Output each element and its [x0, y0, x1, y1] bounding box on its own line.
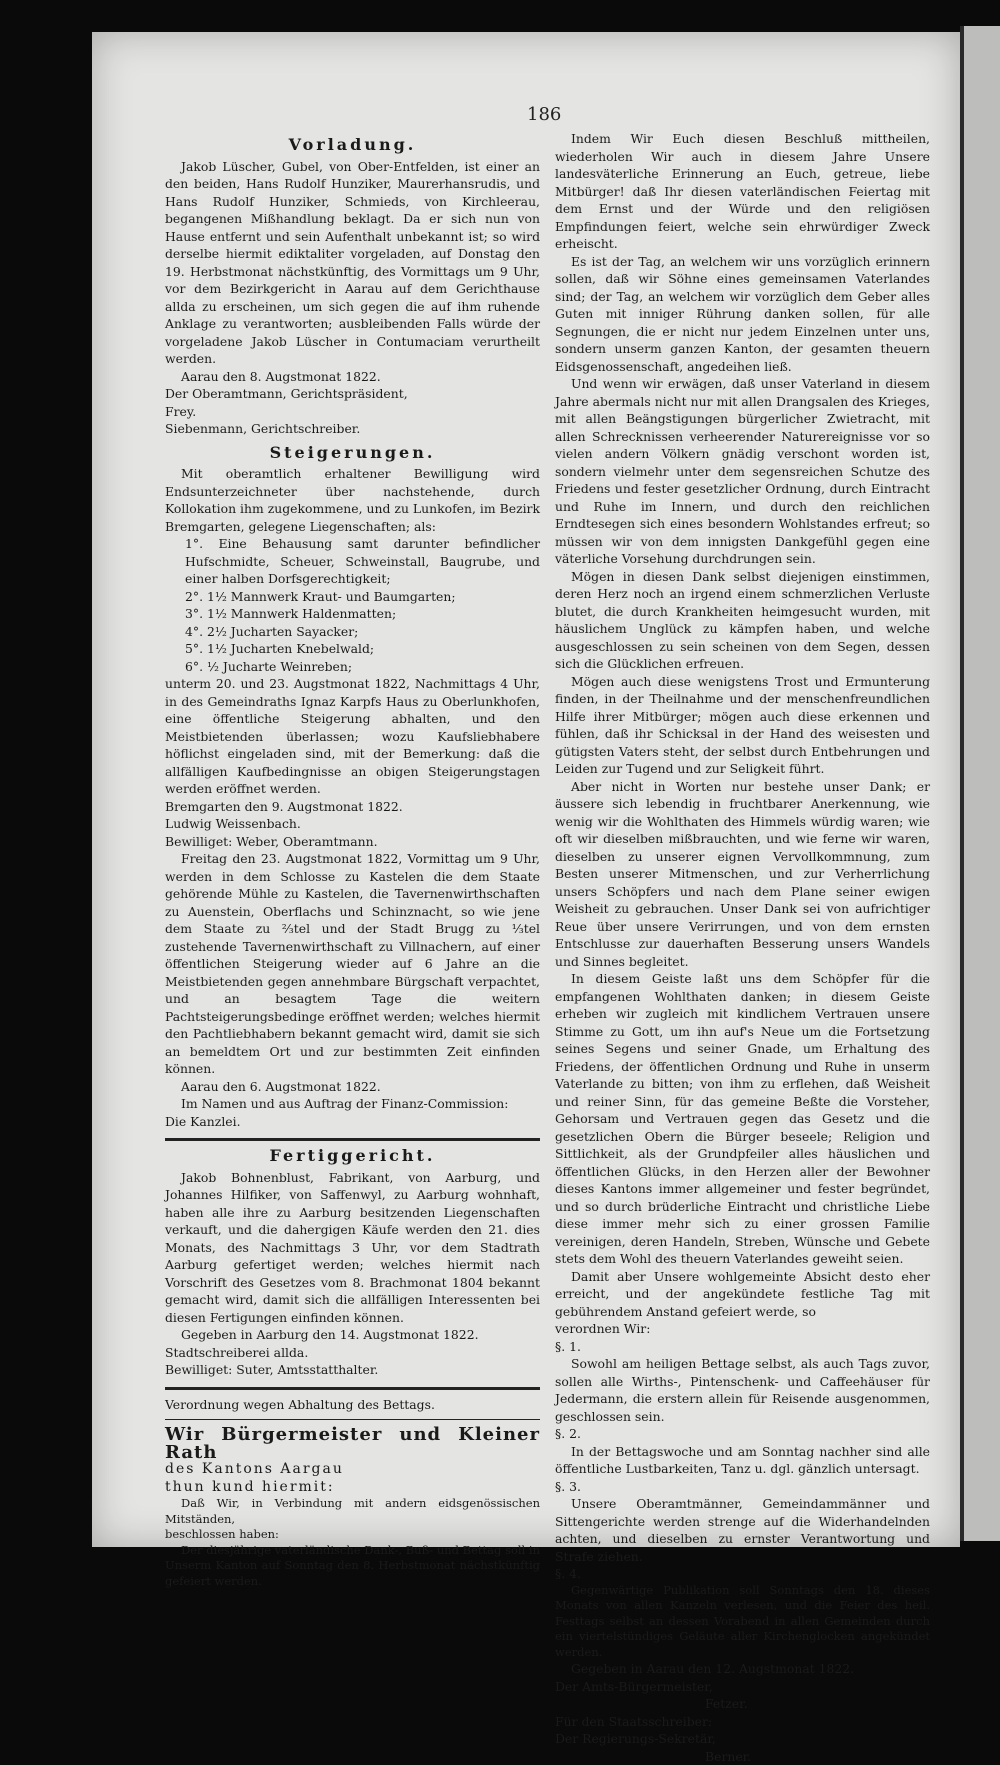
right-p3: Und wenn wir erwägen, daß unser Vaterland in diesem Jahre abermals nicht nur mit allen Drangsalen des Krieges, mit allen Beängstigungen bürgerlicher Zwietracht, mit allen Schrecknissen verheerender Naturereignisse vor so vielen andern Völkern gnädig verschont worden ist, sondern vielmehr unter dem segensreichen Schutze des Friedens und fester gesetzlicher Ordnung, durch Eintracht und Ruhe im Innern, und durch den reichlichen Erndtesegen sich eines besondern Wohlstandes erfreut; so müssen wir von dem innigsten Dankgefühl gegen eine väterliche Vorsehung durchdrungen sein. [555, 375, 930, 568]
verordnung-beschlossen: beschlossen haben: [165, 1527, 540, 1543]
title-rule [165, 1419, 540, 1420]
right-sig2: Fetzer. [555, 1695, 930, 1713]
section-1-text: Sowohl am heiligen Bettage selbst, als auch Tags zuvor, sollen alle Wirths-, Pintenschenk- und Caffeehäuser für Jedermann, die erstern allein für Reisende ausgenommen, geschlossen sein. [555, 1355, 930, 1425]
steigerungen-intro: Mit oberamtlich erhaltener Bewilligung wird Endsunterzeichneter über nachstehende, durch Kollokation ihm zugekommene, und zu Lunkofen, im Bezirk Bremgarten, gelegene Liegenschaften; als: [165, 465, 540, 535]
left-column [165, 130, 540, 1589]
right-date: Gegeben in Aarau den 12. Augstmonat 1822. [555, 1660, 930, 1678]
verordnen-heading: verordnen Wir: [555, 1320, 930, 1338]
steigerungen-date: Bremgarten den 9. Augstmonat 1822. [165, 798, 540, 816]
right-sig3: Für den Staatsschreiber: [555, 1713, 930, 1731]
right-p8: Damit aber Unsere wohlgemeinte Absicht desto eher erreicht, und der angekündete festliche Tag mit gebührendem Anstand gefeiert werde, so [555, 1268, 930, 1321]
vorladung-sig1: Der Oberamtmann, Gerichtspräsident, [165, 385, 540, 403]
verordnung-p2: Der diesjährige vaterländische Dank-, Buß- und Bettag soll in Unserm Kanton auf Sonntag den 8. Herbstmonat nächstkünftig gefeiert werden. [165, 1543, 540, 1590]
section-4-text: Gegenwärtige Publikation soll Sonntags den 18. dieses Monats von allen Kanzeln verlesen, und die Feier des heil. Festtags selbst an dessen Vorabend in allen Gemeinden durch ein viertelstündiges Geläute aller Kirchenglocken angekündet werden. [555, 1583, 930, 1661]
steigerungen-body2: Freitag den 23. Augstmonat 1822, Vormittag um 9 Uhr, werden in dem Schlosse zu Kastelen die dem Staate gehörende Mühle zu Kastelen, die Tavernenwirthschaften zu Auenstein, Oberflachs und Schinznacht, so wie jene dem Staate zu ⅔tel und der Stadt Brugg zu ⅓tel zustehende Tavernenwirthschaft zu Villnachern, auf einer öffentlichen Steigerung wieder auf 6 Jahre an die Meistbietenden gegen annehmbare Bürgschaft verpachtet, und an besagtem Tage die weitern Pachtsteigerungsbedinge eröffnet werden; welches hiermit den Pachtliebhabern bekannt gemacht wird, damit sie sich an bemeldtem Ort und zur bestimmten Zeit einfinden können. [165, 850, 540, 1078]
section-1-label: §. 1. [555, 1338, 930, 1356]
right-p5: Mögen auch diese wenigstens Trost und Ermunterung finden, in der Theilnahme und der menschenfreundlichen Hilfe ihrer Mitbürger; mögen auch diese erkennen und fühlen, daß ihr Schicksal in der Hand des weisesten und gütigsten Vaters steht, der selbst durch Entbehrungen und Leiden zur Tugend und zur Seligkeit führt. [555, 673, 930, 778]
steigerungen-date2: Aarau den 6. Augstmonat 1822. [165, 1078, 540, 1096]
fertiggericht-date: Gegeben in Aarburg den 14. Augstmonat 1822. [165, 1326, 540, 1344]
steigerungen-sig2: Im Namen und aus Auftrag der Finanz-Commission: [165, 1095, 540, 1113]
steigerungen-body: unterm 20. und 23. Augstmonat 1822, Nachmittags 4 Uhr, in des Gemeindraths Ignaz Karpfs Haus zu Oberlunkhofen, eine öffentliche Steigerung abhalten, und den Meistbietenden überlassen; wozu Kaufsliebhabere höflichst eingeladen sind, mit der Bemerkung: daß die allfälligen Kaufbedingnisse an obigen Steigerungstagen werden eröffnet werden. [165, 675, 540, 798]
verordnung-title: Verordnung wegen Abhaltung des Bettags. [165, 1396, 540, 1414]
right-p1: Indem Wir Euch diesen Beschluß mittheilen, wiederholen Wir auch in diesem Jahre Unsere landesväterliche Erinnerung an Euch, getreue, liebe Mitbürger! daß Ihr diesen vaterländischen Feiertag mit dem Ernst und der Würde und den religiösen Empfindungen feiert, welche sein ehrwürdiger Zweck erheischt. [555, 130, 930, 253]
section-3-text: Unsere Oberamtmänner, Gemeindammänner und Sittengerichte werden strenge auf die Widerhandelnden achten, und dieselben zu ernster Verantwortung und Strafe ziehen. [555, 1495, 930, 1565]
section-3-label: §. 3. [555, 1478, 930, 1496]
steigerungen-sig3: Die Kanzlei. [165, 1113, 540, 1131]
fertiggericht-bewilligt: Bewilliget: Suter, Amtsstatthalter. [165, 1361, 540, 1379]
list-item: 2°. 1½ Mannwerk Kraut- und Baumgarten; [165, 588, 540, 606]
vorladung-date: Aarau den 8. Augstmonat 1822. [165, 368, 540, 386]
section-rule [165, 1387, 540, 1390]
right-sig1: Der Amts-Bürgermeister, [555, 1678, 930, 1696]
right-column [555, 130, 930, 1765]
right-sig5: Berner. [555, 1748, 930, 1765]
section-2-text: In der Bettagswoche und am Sonntag nachher sind alle öffentliche Lustbarkeiten, Tanz u. dgl. gänzlich untersagt. [555, 1443, 930, 1478]
page-number: 186 [527, 104, 561, 125]
section-2-label: §. 2. [555, 1425, 930, 1443]
section-rule [165, 1138, 540, 1141]
right-p4: Mögen in diesen Dank selbst diejenigen einstimmen, deren Herz noch an irgend einem schmerzlichen Verluste blutet, die durch Krankheiten heimgesucht wurden, mit häuslichem Unglück zu kämpfen haben, und welche ausgeschlossen zu sein scheinen von dem Segen, dessen sich die Glücklichen erfreuen. [555, 568, 930, 673]
verordnung-p1: Daß Wir, in Verbindung mit andern eidsgenössischen Mitständen, [165, 1496, 540, 1527]
list-item: 6°. ½ Jucharte Weinreben; [165, 658, 540, 676]
steigerungen-heading: Steigerungen. [165, 444, 540, 462]
verordnung-sub1: des Kantons Aargau [165, 1461, 540, 1479]
adjacent-page-edge [962, 26, 1000, 1541]
right-p2: Es ist der Tag, an welchem wir uns vorzüglich erinnern sollen, daß wir Söhne eines gemeinsamen Vaterlandes sind; der Tag, an welchem wir vorzüglich dem Geber alles Guten mit inniger Rührung danken sollen, für alle Segnungen, die er nicht nur jedem Einzelnen unter uns, sondern unserm ganzen Kanton, der gesamten theuern Eidsgenossenschaft, angedeihen ließ. [555, 253, 930, 376]
fertiggericht-heading: Fertiggericht. [165, 1147, 540, 1165]
right-sig4: Der Regierungs-Sekretär, [555, 1730, 930, 1748]
vorladung-body: Jakob Lüscher, Gubel, von Ober-Entfelden, ist einer an den beiden, Hans Rudolf Hunziker, Maurerhansrudis, und Hans Rudolf Hunziker, Schmieds, von Kirchleerau, begangenen Mißhandlung beklagt. Da er sich nun von Hause entfernt und sein Aufenthalt unbekannt ist; so wird derselbe hiermit ediktaliter vorgeladen, auf Donstag den 19. Herbstmonat nächstkünftig, des Vormittags um 9 Uhr, vor dem Bezirkgericht in Aarau auf dem Gerichthause allda zu erscheinen, um sich gegen die auf ihm ruhende Anklage zu verantworten; ausbleibenden Falls würde der vorgeladene Jakob Lüscher in Contumaciam verurtheilt werden. [165, 158, 540, 368]
fertiggericht-sig: Stadtschreiberei allda. [165, 1344, 540, 1362]
steigerungen-bewilligt: Bewilliget: Weber, Oberamtmann. [165, 833, 540, 851]
verordnung-big-title: Wir Bürgermeister und Kleiner Rath [165, 1426, 540, 1461]
list-item: 1°. Eine Behausung samt darunter befindlicher Hufschmidte, Scheuer, Schweinstall, Baugrube, und einer halben Dorfsgerechtigkeit; [165, 535, 540, 588]
right-p7: In diesem Geiste laßt uns dem Schöpfer für die empfangenen Wohlthaten danken; in diesem Geiste erheben wir zugleich mit kindlichem Vertrauen unsere Stimme zu Gott, um ihn auf's Neue um die Fortsetzung seines Segens und seiner Gnade, um Erhaltung des Friedens, der öffentlichen Ordnung und Ruhe in unserm Vaterlande zu bitten; von ihm zu erflehen, daß Weisheit und reiner Sinn, für das gemeine Beßte die Vorsteher, Gehorsam und Vertrauen gegen das Gesetz und die gesetzlichen Obern die Bürger beseele; Religion und Sittlichkeit, als der Grundpfeiler alles häuslichen und öffentlichen Glücks, in den Herzen aller der Bewohner dieses Kantons immer allgemeiner und fester begründet, und so durch brüderliche Eintracht und christliche Liebe diese immer mehr sich zu einer grossen Familie vereinigen, deren Handeln, Streben, Wünsche und Gebete stets dem Wohl des theuern Vaterlandes geweiht seien. [555, 970, 930, 1268]
vorladung-sig3: Siebenmann, Gerichtschreiber. [165, 420, 540, 438]
fertiggericht-body: Jakob Bohnenblust, Fabrikant, von Aarburg, und Johannes Hilfiker, von Saffenwyl, zu Aarburg wohnhaft, haben alle ihre zu Aarburg besitzenden Liegenschaften verkauft, und die dahergigen Käufe werden den 21. dies Monats, des Nachmittags 3 Uhr, vor dem Stadtrath Aarburg gefertiget werden; welches hiermit nach Vorschrift des Gesetzes vom 8. Brachmonat 1804 bekannt gemacht wird, damit sich die allfälligen Interessenten bei diesen Fertigungen einfinden können. [165, 1169, 540, 1327]
vorladung-sig2: Frey. [165, 403, 540, 421]
list-item: 5°. 1½ Jucharten Knebelwald; [165, 640, 540, 658]
list-item: 4°. 2½ Jucharten Sayacker; [165, 623, 540, 641]
section-4-label: §. 4. [555, 1565, 930, 1583]
list-item: 3°. 1½ Mannwerk Haldenmatten; [165, 605, 540, 623]
steigerungen-list [165, 535, 540, 675]
page-gutter [960, 26, 964, 1541]
steigerungen-sig: Ludwig Weissenbach. [165, 815, 540, 833]
right-p6: Aber nicht in Worten nur bestehe unser Dank; er äussere sich lebendig in fruchtbarer Anerkennung, wie wenig wir die Wohlthaten des Himmels würdig waren; wie oft wir dieselben mißbrauchten, und wie ferne wir waren, dieselben zu unserer eignen Vervollkommnung, zum Besten unserer Mitmenschen, und zur Verherrlichung unsers Schöpfers und nach dem Plane seiner ewigen Weisheit zu gebrauchen. Unser Dank sei von aufrichtiger Reue über unsere Verirrungen, und von dem ernsten Entschlusse zur dauerhaften Besserung unsers Wandels und Sinnes begleitet. [555, 778, 930, 971]
vorladung-heading: Vorladung. [165, 136, 540, 154]
verordnung-sub2: thun kund hiermit: [165, 1479, 540, 1497]
